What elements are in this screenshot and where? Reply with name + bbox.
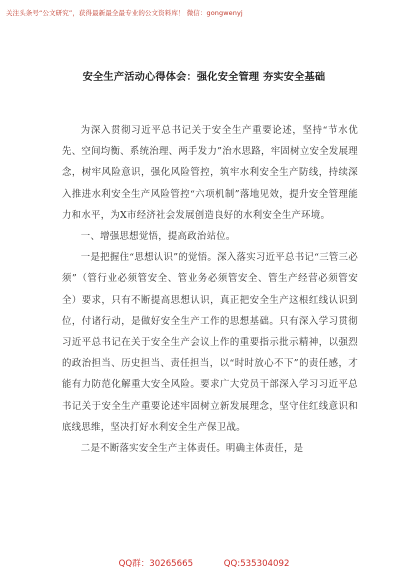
footer-qq-group: QQ群：30265665 xyxy=(118,559,194,569)
document-title: 安全生产活动心得体会：强化安全管理 夯实安全基础 xyxy=(82,72,326,83)
paragraph-point-two: 二是不断落实安全生产主体责任。明确主体责任，是 xyxy=(80,443,304,455)
header-promo-note: 关注头条号“公文研究”，获得最新最全最专业的公文资料库！ 微信：gongwenyj xyxy=(6,9,243,17)
paragraph-intro: 为深入贯彻习近平总书记关于安全生产重要论述，坚持“节水优先、空间均衡、系统治理、两手发力”治水思路，牢固树立安全发展理念，树牢风险意识，强化风险管控，筑牢水利安全生产防线，持续深入推进水利安全生产风险管控“六项机制”落地见效，提升安全管理能力和水平，为X市经济社会发展创造良好的水利安全生产环境。 xyxy=(62,125,358,221)
footer-contact xyxy=(0,557,408,569)
paragraph-section-heading: 一、增强思想觉悟，提高政治站位。 xyxy=(80,231,236,243)
paragraph-point-one: 一是把握住“思想认识”的觉悟。深入落实习近平总书记“三管三必须”（管行业必须管安全、管业务必须管安全、管生产经营必须管安全）要求，只有不断提高思想认识，真正把安全生产这根红线认识到位，付诸行动，是做好安全生产工作的思想基础。只有深入学习贯彻习近平总书记在关于安全生产会议上作的重要指示批示精神，以强烈的政治担当、历史担当、责任担当，以“时时放心不下”的责任感，才能有力防范化解重大安全风险。要求广大党员干部深入学习习近平总书记关于安全生产重要论述牢固树立新发展理念，坚守住红线意识和底线思维，坚决打好水利安全生产保卫战。 xyxy=(62,252,358,433)
document-body xyxy=(62,120,358,459)
footer-qq: QQ:535304092 xyxy=(223,559,290,569)
